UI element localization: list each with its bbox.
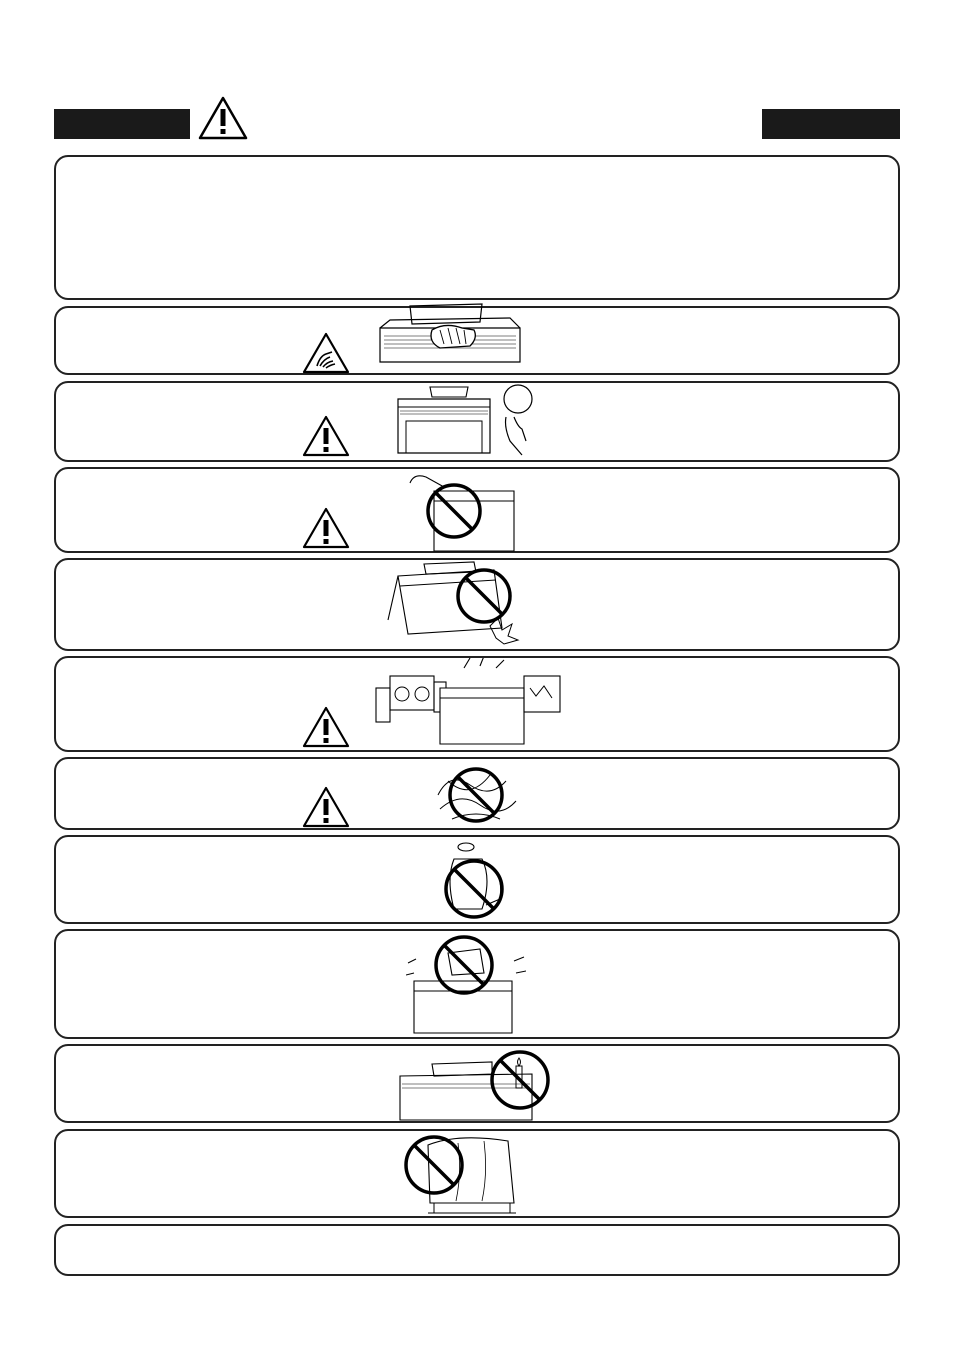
prohibited-piano-opening-illustration: [404, 471, 524, 553]
caution-row-3: [54, 467, 900, 553]
footer-box: [54, 1224, 900, 1276]
prohibited-object-on-piano-illustration: [406, 933, 526, 1037]
pinch-hand-warning-icon: [302, 332, 350, 374]
caution-row-5: [54, 656, 900, 752]
caution-row-8: [54, 929, 900, 1039]
prohibited-piano-tipping-illustration: [384, 560, 534, 650]
prohibited-vase-with-water-illustration: [438, 839, 516, 923]
piano-with-power-button-illustration: [390, 383, 540, 461]
prohibited-covering-piano-illustration: [398, 1133, 528, 1217]
intro-box: [54, 155, 900, 300]
warning-triangle-icon: [302, 507, 350, 549]
header-tab-right: [762, 109, 900, 139]
caution-row-2: [54, 381, 900, 462]
prohibited-tangled-cables-illustration: [430, 761, 522, 829]
header-tab-left: [54, 109, 190, 139]
warning-triangle-icon: [302, 415, 350, 457]
hand-on-keyboard-lid-illustration: [370, 300, 530, 370]
caution-row-1: [54, 306, 900, 375]
caution-row-7: [54, 835, 900, 924]
caution-row-10: [54, 1129, 900, 1218]
caution-row-6: [54, 757, 900, 830]
warning-triangle-icon: [302, 786, 350, 828]
caution-row-9: [54, 1044, 900, 1123]
prohibited-candle-on-piano-illustration: [392, 1048, 552, 1122]
warning-triangle-icon: [302, 706, 350, 748]
caution-row-4: [54, 558, 900, 651]
piano-near-stereo-and-tv-illustration: [374, 658, 564, 750]
warning-triangle-icon: [198, 96, 248, 140]
